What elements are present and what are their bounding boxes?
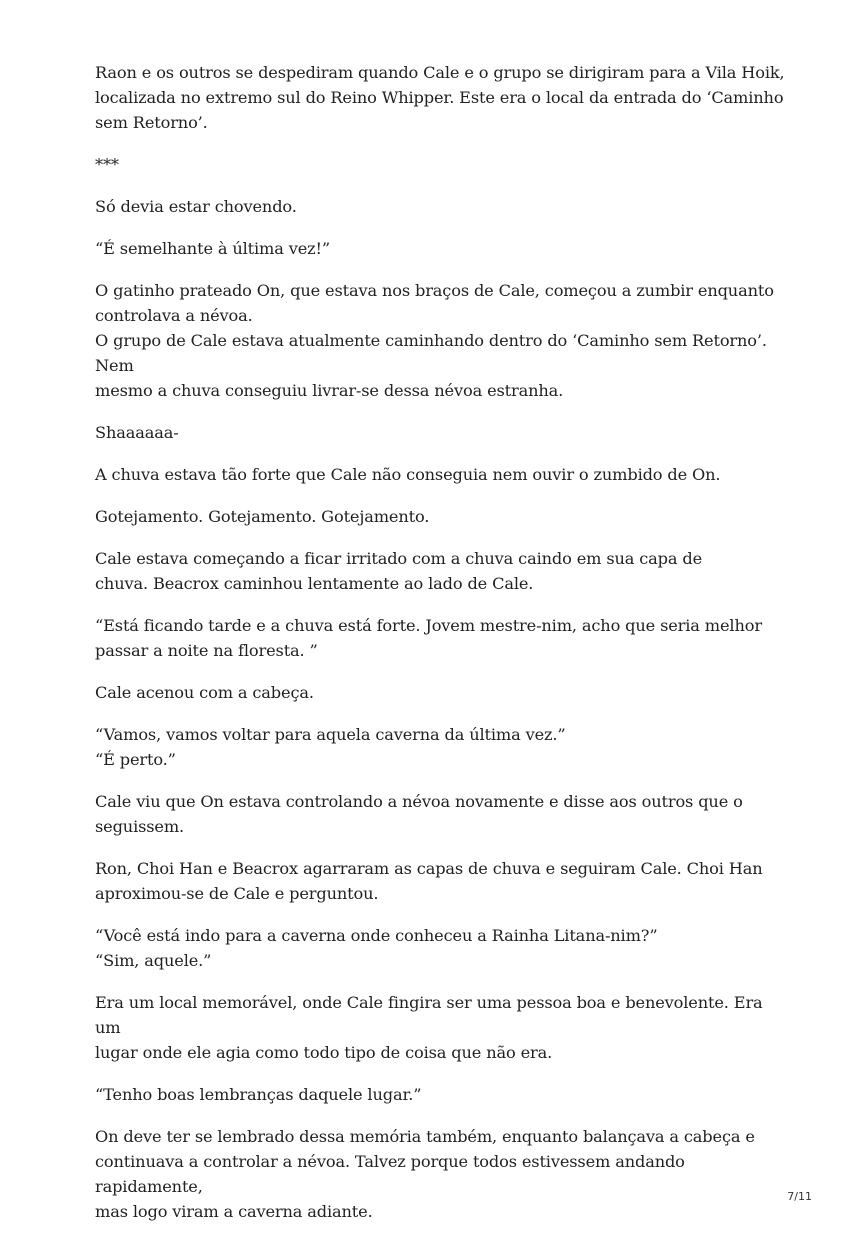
text-line: Ron, Choi Han e Beacrox agarraram as capas de chuva e seguiram Cale. Choi Han [95,859,763,878]
text-line: Cale estava começando a ficar irritado com a chuva caindo em sua capa de [95,549,703,568]
paragraph [95,722,785,772]
paragraph [95,236,785,261]
text-line: Raon e os outros se despediram quando Cale e o grupo se dirigiram para a Vila Hoik, [95,63,785,82]
text-line: controlava a névoa. [95,306,253,325]
text-line: O grupo de Cale estava atualmente caminhando dentro do ‘Caminho sem Retorno’. Nem [95,331,767,375]
text-line: passar a noite na floresta. ” [95,641,318,660]
text-line: “Você está indo para a caverna onde conheceu a Rainha Litana-nim?” [95,926,658,945]
text-line: Só devia estar chovendo. [95,197,297,216]
paragraph [95,546,785,596]
text-line: Cale acenou com a cabeça. [95,683,314,702]
text-line: O gatinho prateado On, que estava nos braços de Cale, começou a zumbir enquanto [95,281,774,300]
text-line: Gotejamento. Gotejamento. Gotejamento. [95,507,430,526]
paragraph [95,504,785,529]
page-number: 7/11 [787,1190,812,1203]
paragraph [95,1124,785,1224]
text-line: sem Retorno’. [95,113,208,132]
paragraph [95,462,785,487]
text-line: Era um local memorável, onde Cale fingira ser uma pessoa boa e benevolente. Era um [95,993,763,1037]
text-line: continuava a controlar a névoa. Talvez porque todos estivessem andando rapidamente, [95,1152,685,1196]
text-line: mesmo a chuva conseguiu livrar-se dessa névoa estranha. [95,381,564,400]
text-line: localizada no extremo sul do Reino Whipper. Este era o local da entrada do ‘Caminho [95,88,784,107]
paragraph [95,613,785,663]
text-line: “É perto.” [95,750,176,769]
paragraph [95,278,785,403]
document-body [95,60,785,1241]
text-line: On deve ter se lembrado dessa memória também, enquanto balançava a cabeça e [95,1127,755,1146]
text-line: aproximou-se de Cale e perguntou. [95,884,379,903]
text-line: A chuva estava tão forte que Cale não conseguia nem ouvir o zumbido de On. [95,465,721,484]
paragraph [95,420,785,445]
text-line: “Sim, aquele.” [95,951,212,970]
paragraph [95,194,785,219]
text-line: seguissem. [95,817,185,836]
text-line: “É semelhante à última vez!” [95,239,331,258]
paragraph [95,152,785,177]
paragraph [95,680,785,705]
text-line: “Vamos, vamos voltar para aquela caverna da última vez.” [95,725,566,744]
text-line: Cale viu que On estava controlando a névoa novamente e disse aos outros que o [95,792,743,811]
paragraph [95,856,785,906]
text-line: Shaaaaaa- [95,423,179,442]
text-line: “Está ficando tarde e a chuva está forte. Jovem mestre-nim, acho que seria melhor [95,616,762,635]
text-line: “Tenho boas lembranças daquele lugar.” [95,1085,422,1104]
paragraph [95,923,785,973]
text-line: *** [95,155,119,174]
text-line: mas logo viram a caverna adiante. [95,1202,373,1221]
paragraph [95,1082,785,1107]
paragraph [95,789,785,839]
paragraph [95,60,785,135]
text-line: chuva. Beacrox caminhou lentamente ao lado de Cale. [95,574,534,593]
paragraph [95,990,785,1065]
text-line: lugar onde ele agia como todo tipo de coisa que não era. [95,1043,553,1062]
